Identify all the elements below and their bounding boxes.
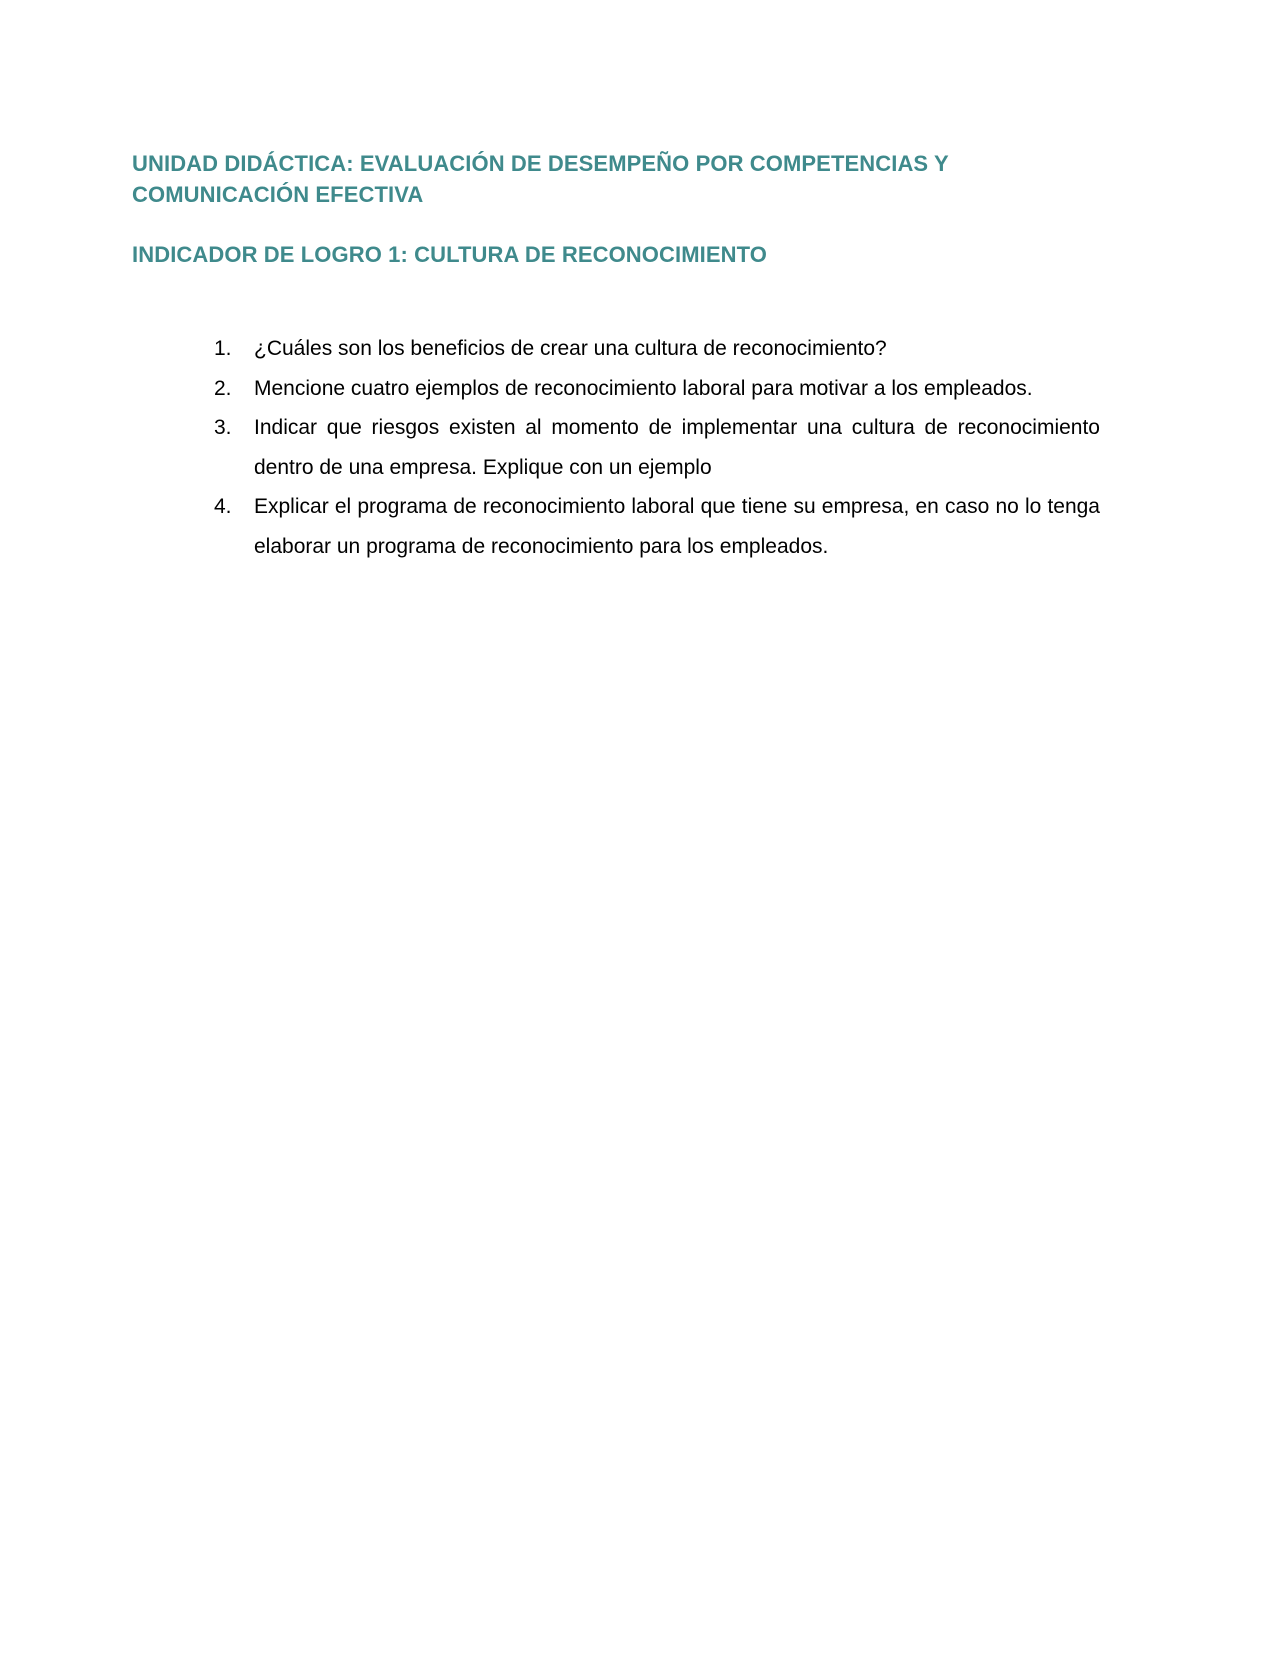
question-text: Mencione cuatro ejemplos de reconocimiento laboral para motivar a los empleados. xyxy=(254,376,1033,400)
question-text: ¿Cuáles son los beneficios de crear una cultura de reconocimiento? xyxy=(254,337,887,360)
question-item xyxy=(210,329,1100,369)
question-item xyxy=(210,487,1100,566)
question-number: 4. xyxy=(214,495,232,518)
question-item xyxy=(210,369,1100,409)
indicator-title: INDICADOR DE LOGRO 1: CULTURA DE RECONOCIMIENTO xyxy=(132,242,767,267)
question-text: Indicar que riesgos existen al momento de implementar una cultura de reconocimiento dentro de una empresa. Explique con un ejemplo xyxy=(254,416,1100,479)
unit-title: UNIDAD DIDÁCTICA: EVALUACIÓN DE DESEMPEÑO POR COMPETENCIAS Y COMUNICACIÓN EFECTIVA xyxy=(132,151,949,207)
question-list xyxy=(210,329,1100,566)
question-number: 3. xyxy=(214,416,232,439)
question-number: 1. xyxy=(214,337,232,360)
question-item xyxy=(210,408,1100,487)
question-text: Explicar el programa de reconocimiento laboral que tiene su empresa, en caso no lo tenga elaborar un programa de reconocimiento para los empleados. xyxy=(254,495,1100,558)
question-number: 2. xyxy=(214,376,232,400)
